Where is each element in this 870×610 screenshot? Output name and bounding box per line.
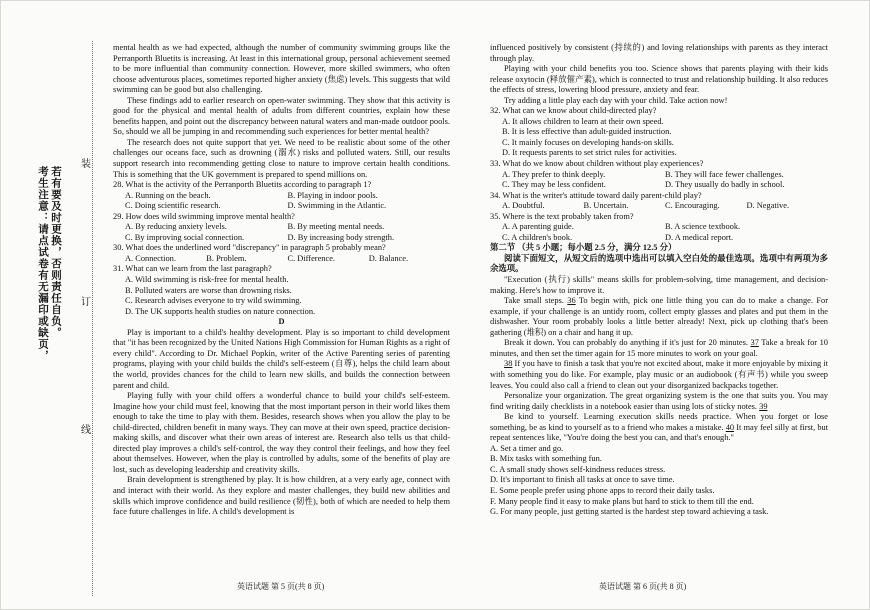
q31-option-c: C. Research advises everyone to try wild swimming. [125,296,302,306]
binding-mark-ding: 订 [81,291,91,310]
cloze-p2 [490,296,828,338]
q29-option-c: C. By improving social connection. [125,232,245,242]
q34-options [490,201,828,212]
q30-options [113,254,450,265]
q35-option-b: B. A science textbook. [665,222,741,232]
cloze-p3-body: Take a break for 10 minutes, and then set the timer again for 15 more minutes to work on your goal. [490,338,828,358]
cloze-p2-body: To begin with, pick one little thing you can do to make a change. For example, if your challenge is an untidy room, collect empty glasses and plates and put them in the dishwasher. Your room probably looks a little better already! Next, pick up clothing that's been gathering (堆积) on a chair and hang it up. [490,296,828,337]
blank-36: 36 [567,296,576,306]
q32-option-a: A. It allows children to learn at their own speed. [502,116,664,126]
section-2-title: 第二节 （共 5 小题；每小题 2.5 分，满分 12.5 分） [490,243,677,253]
cloze-option-d: D. It's important to finish all tasks at once to save time. [490,475,675,485]
q35-option-d: D. A medical report. [665,232,734,242]
cloze-option-b: B. Mix tasks with something fun. [490,454,602,464]
question-32: 32. What can we know about child-directed play? [490,106,657,116]
blank-38: 38 [504,359,513,369]
question-31: 31. What can we learn from the last paragraph? [113,264,272,274]
q28-options [113,191,450,202]
cloze-option-g: G. For many people, just getting started is the hardest step toward achieving a task. [490,507,769,517]
question-28: 28. What is the activity of the Perranporth Bluetits according to paragraph 1? [113,180,372,190]
cloze-p4-body: If you have to finish a task that you're not excited about, make it more enjoyable by mixing it with something you do like. For example, play music or an audiobook (有声书) while you sweep leaves. You could also call a friend to clean out your disorganized backpacks together. [490,359,829,390]
q29-option-a: A. By reducing anxiety levels. [125,222,227,232]
footer-page-6: 英语试题 第 6 页(共 8 页) [599,582,687,591]
passage-d-p4: Playing with your child benefits you too. Science shows that parents playing with their kids release oxytocin (释放催产素), which is connected to trust and relationship building. It also reduces the effects of stress, lowering blood pressure, anxiety and fear. [490,64,828,95]
q34-option-a: A. Doubtful. [502,201,545,211]
passage-d-p1: Play is important to a child's healthy development. Play is so important to child development that "it has been recognized by the United Nations High Commission for Human Rights as a right of every child". According to Dr. Michael Popkin, writer of the Active Parenting series of parenting programs, playing with your child builds the child's self-esteem (自尊), helps the child learn about the world, provides chances for the child to learn new skills, and builds the connection between parent and child. [113,327,450,390]
q30-option-a: A. Connection. [125,253,176,263]
blank-39: 39 [759,401,768,411]
q35-options-2 [490,233,828,244]
cloze-p6 [490,412,828,444]
passage-c-p2: These findings add to earlier research on open-water swimming. They show that this activity is good for the physical and mental health of adults from different countries, explain how these benefits happen, and point out the discrepancy between natural waters and man-made outdoor pools. So, should we all be jumping in and recommending such experiences for better mental health? [113,95,450,137]
q33-options [490,170,828,181]
q28-options-2 [113,201,450,212]
q33-options-2 [490,180,828,191]
cloze-p3-lead: Break it down. You can probably do anything if it's just for 20 minutes. [504,338,748,348]
cloze-p3 [490,338,828,359]
q34-option-b: B. Uncertain. [583,201,629,211]
q31-option-d: D. The UK supports health studies on nature connection. [125,306,316,316]
cloze-option-a: A. Set a timer and go. [490,443,564,453]
passage-d-p5: Try adding a little play each day with your child. Take action now! [504,95,728,105]
question-33: 33. What do we know about children without play experiences? [490,159,704,169]
cloze-p4 [490,359,828,391]
q30-option-c: C. Difference. [287,253,336,263]
section-d-heading: D [278,317,285,327]
question-35: 35. Where is the text probably taken from? [490,211,634,221]
binding-mark-zhuang: 装 [81,153,91,172]
cloze-p1: "Execution (执行) skills" means skills for problem-solving, time management, and decision-making. Here's how to improve it. [490,275,828,295]
q28-option-b: B. Playing in indoor pools. [287,190,378,200]
q34-option-c: C. Encouraging. [665,201,720,211]
cloze-option-f: F. Many people find it easy to make plans but hard to stick to them till the end. [490,496,754,506]
passage-d-p2: Playing fully with your child offers a wonderful chance to build your child's self-esteem. Imagine how your child must feel, knowing that the most important person in their world likes them enough to take the time to play with them. Besides, research shows when you allow the play to be child-directed, children benefit in many ways. They can move at their own speed, practice decision-making skills, and discover what their own areas of interest are. Research also tells us that child-directed play improves a child's self-control, the way they control their feelings, and how they feel about themselves. However, when the play is controlled by adults, some of the benefits of play are lost, such as developing leadership and creativity skills. [113,391,450,474]
q33-option-c: C. They may be less confident. [502,180,606,190]
binding-mark-xian: 线 [81,419,91,438]
passage-d-p3: Brain development is strengthened by play. It is how children, at a very early age, connect with and interact with their world. As they explore and master challenges, they build new abilities and skills which improve confidence and build resilience (韧性), both of which are needed to help them face future challenges in life. A child's development is [113,475,450,517]
q28-option-a: A. Running on the beach. [125,190,211,200]
blank-37: 37 [750,338,759,348]
q35-option-c: C. A children's book. [502,232,573,242]
cloze-option-e: E. Some people prefer using phone apps to record their daily tasks. [490,485,715,495]
left-column [113,43,450,518]
q29-options [113,222,450,233]
q32-option-d: D. It requests parents to set strict rules for activities. [502,148,677,158]
q30-option-b: B. Problem. [206,253,247,263]
cloze-p6-lead: Be kind to yourself. Learning execution skills needs practice. When you forget or lose something, be as kind to yourself as to a friend who makes a mistake. [490,412,828,432]
q28-option-d: D. Swimming in the Atlantic. [287,201,387,211]
cloze-p5-body: Personalize your organization. The great organizing system is the one that suits you. You may find writing daily checklists in a notebook easier than using lots of sticky notes. [490,391,828,411]
cloze-p2-lead: Take small steps. [504,296,564,306]
section-2-instructions: 阅读下面短文，从短文后的选项中选出可以填入空白处的最佳选项。选项中有两项为多余选项。 [490,253,828,274]
footer-page-5: 英语试题 第 5 页(共 8 页) [237,582,325,591]
q35-options [490,222,828,233]
q32-option-b: B. It is less effective than adult-guided instruction. [502,127,672,137]
cloze-p6-body: It may feel silly at first, but repeat sentences like, "You're doing the best you can, and that's enough." [490,422,829,443]
q33-option-d: D. They usually do badly in school. [665,180,785,190]
q33-option-b: B. They will face fewer challenges. [665,169,784,179]
question-29: 29. How does wild swimming improve mental health? [113,211,295,221]
cloze-option-c: C. A small study shows self-kindness reduces stress. [490,464,666,474]
passage-d-p3-cont: influenced positively by consistent (持续的) and loving relationships with parents as they interact through play. [490,43,828,63]
q32-option-c: C. It mainly focuses on developing hands-on skills. [502,137,674,147]
question-34: 34. What is the writer's attitude toward daily parent-child play? [490,190,702,200]
binding-notice-line1: 考生注意：请点试卷有无漏印或缺页， [37,166,48,362]
q29-option-b: B. By meeting mental needs. [287,222,385,232]
q28-option-c: C. Doing scientific research. [125,201,221,211]
q31-option-a: A. Wild swimming is risk-free for mental health. [125,275,289,285]
q29-options-2 [113,233,450,244]
blank-40: 40 [725,422,735,432]
q29-option-d: D. By increasing body strength. [287,232,395,242]
passage-c-p3: The research does not quite support that yet. We need to be realistic about some of the other challenges our oceans face, such as drowning (溺水) risks and polluted waters. Still, our results support research into recommending getting close to nature to improve certain health conditions. This is something that the UK government is prepared to spend millions on. [113,137,450,179]
question-30: 30. What does the underlined word "discrepancy" in paragraph 5 probably mean? [113,243,386,253]
q30-option-d: D. Balance. [368,253,409,263]
q34-option-d: D. Negative. [746,201,790,211]
q33-option-a: A. They prefer to think deeply. [502,169,606,179]
passage-c-p1: mental health as we had expected, although the number of community swimming groups like the Perranporth Bluetits is increasing. At least in this international group, personal achievement seemed to be more influential than community connection. However, more skilled swimmers, who often choose adventurous places, sometimes reported higher anxiety (焦虑) levels. This suggests that wild swimming can be good but also challenging. [113,43,450,95]
right-column [490,43,828,518]
q35-option-a: A. A parenting guide. [502,222,574,232]
cloze-p5 [490,391,828,412]
binding-dotted-line [92,41,93,596]
q31-option-b: B. Polluted waters are worse than drowning risks. [125,285,292,295]
binding-notice-line2: 若有要及时更换，否则责任自负。 [50,166,61,339]
